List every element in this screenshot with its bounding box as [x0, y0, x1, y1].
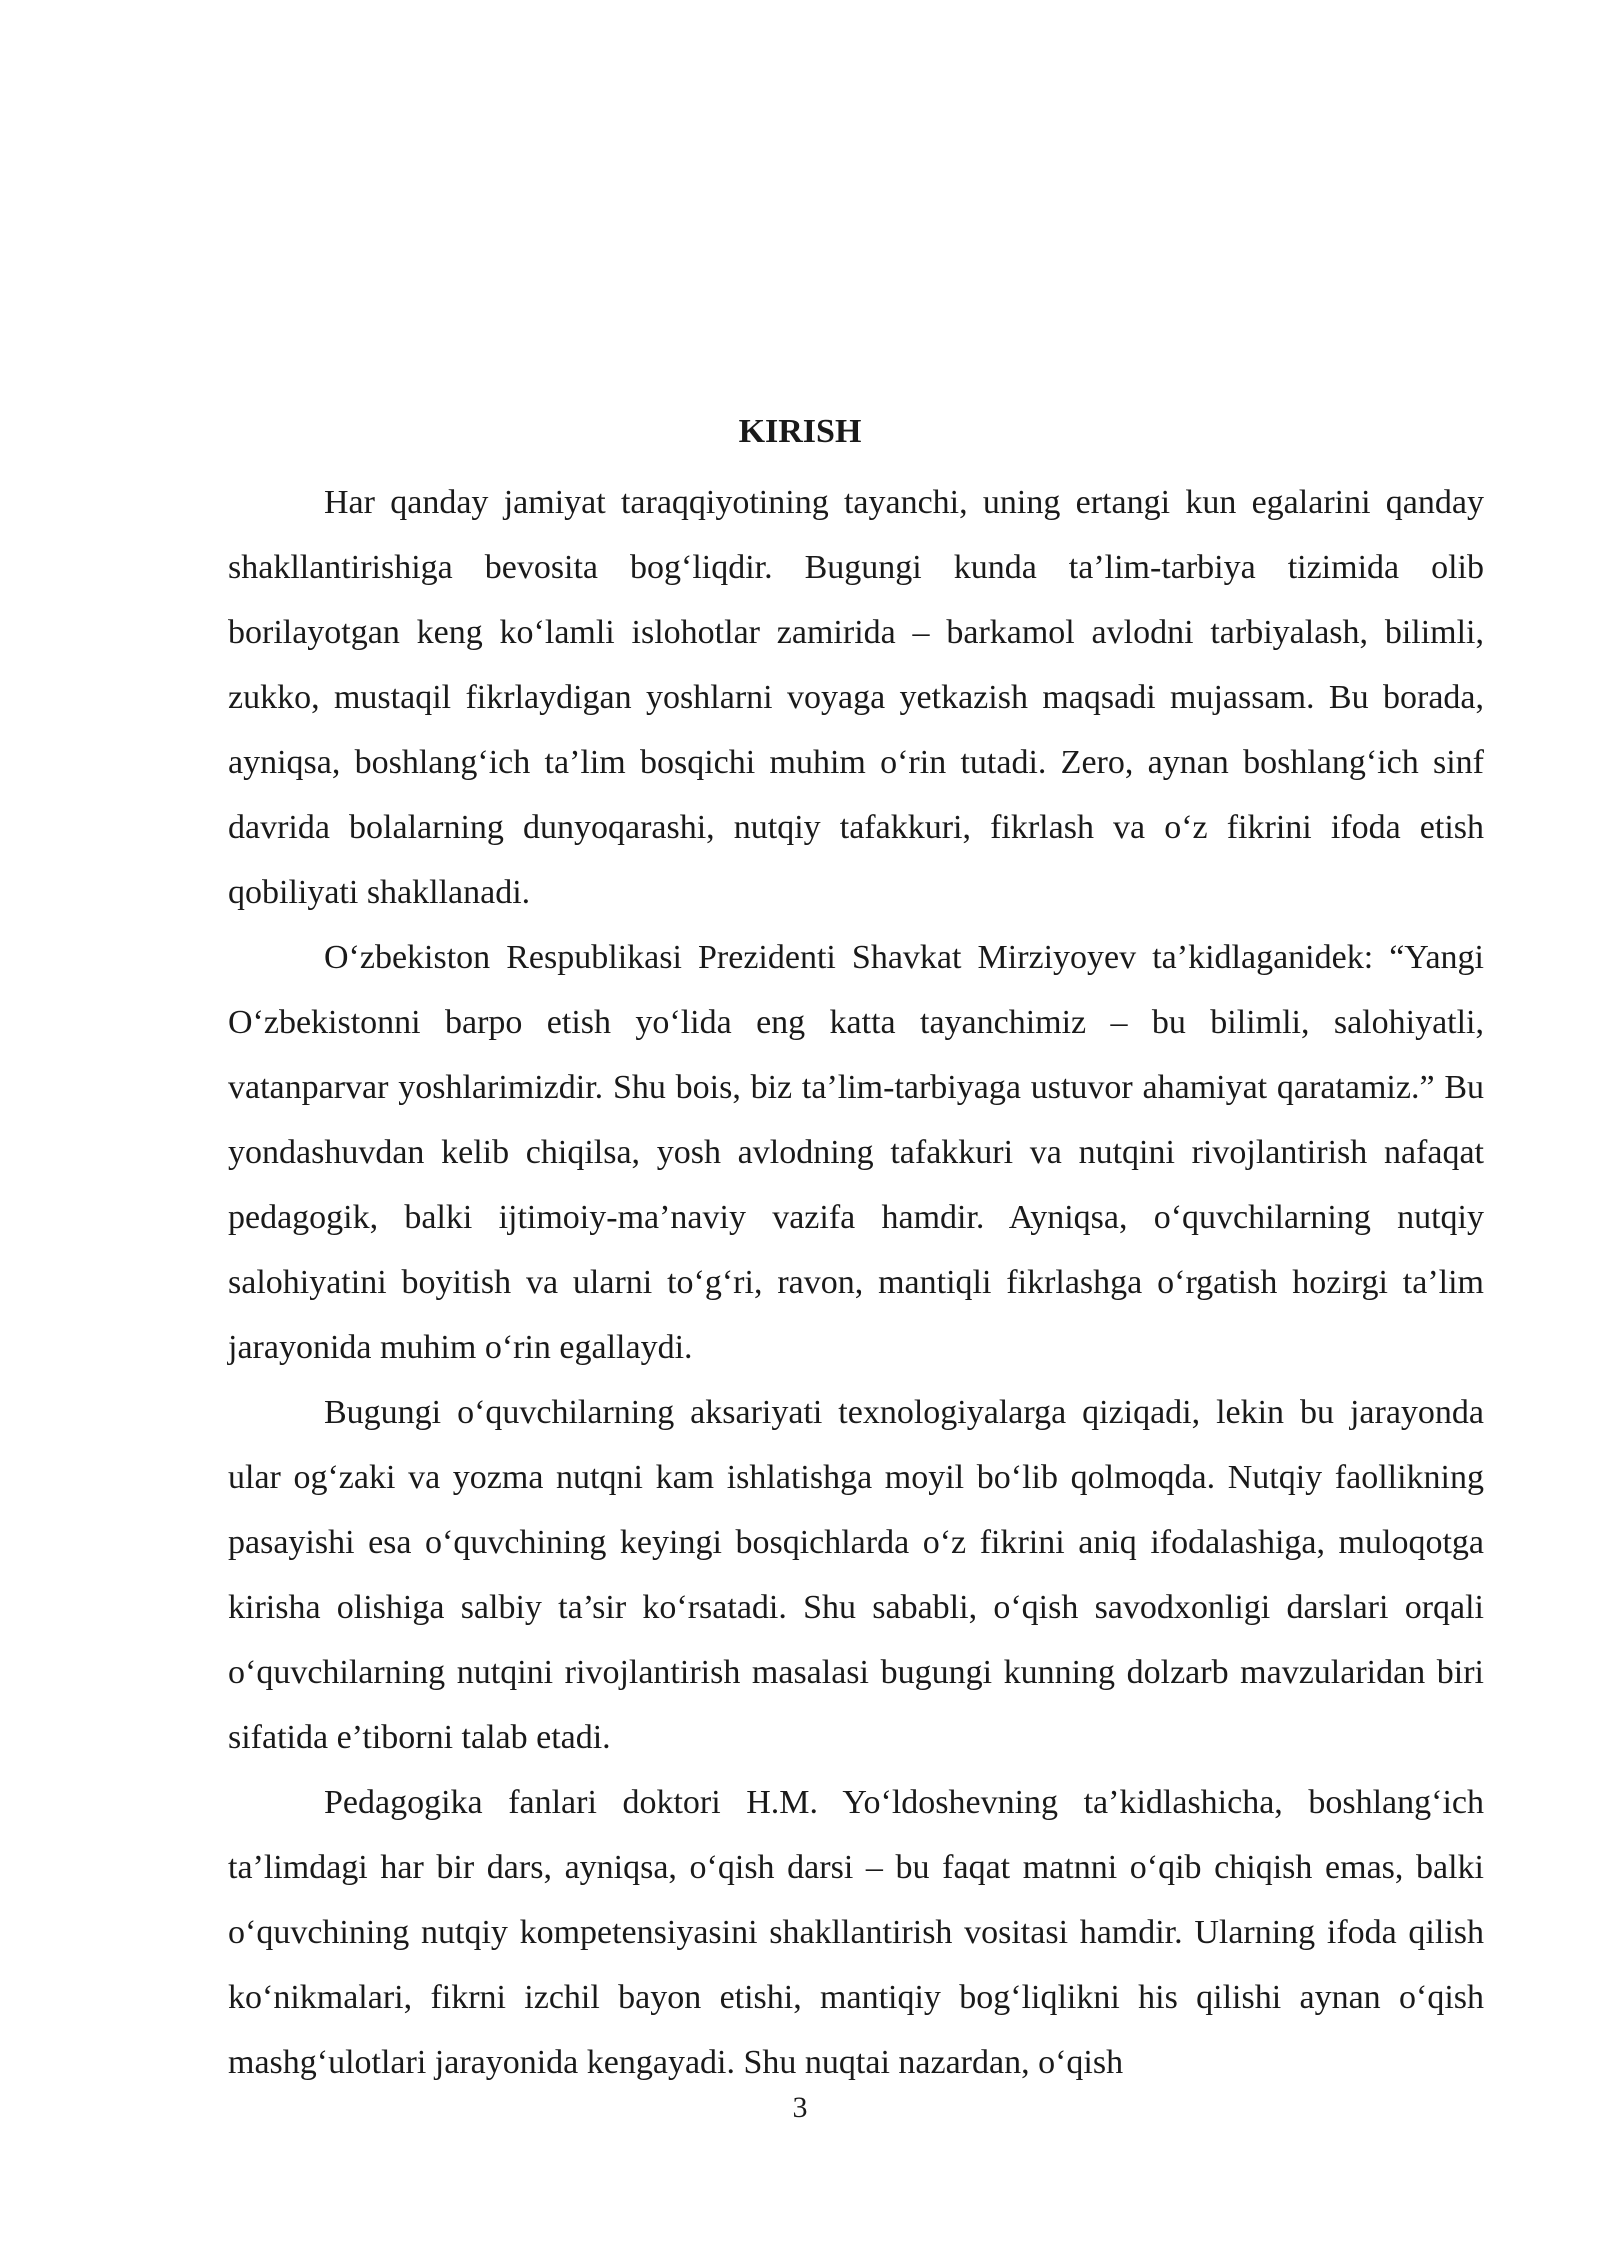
paragraph-2: O‘zbekiston Respublikasi Prezidenti Shavkat Mirziyoyev ta’kidlaganidek: “Yangi O‘zbekistonni barpo etish yo‘lida eng katta tayanchimiz – bu bilimli, salohiyatli, vatanparvar yoshlarimizdir. Shu bois, biz ta’lim-tarbiyaga ustuvor ahamiyat qaratamiz.” Bu yondashuvdan kelib chiqilsa, yosh avlodning tafakkuri va nutqini rivojlantirish nafaqat pedagogik, balki ijtimoiy-ma’naviy vazifa hamdir. Ayniqsa, o‘quvchilarning nutqiy salohiyatini boyitish va ularni to‘g‘ri, ravon, mantiqli fikrlashga o‘rgatish hozirgi ta’lim jarayonida muhim o‘rin egallaydi.: [228, 939, 1484, 1366]
page-number: 3: [792, 2091, 808, 2124]
page-title: KIRISH: [738, 413, 862, 450]
paragraph-3: Bugungi o‘quvchilarning aksariyati texnologiyalarga qiziqadi, lekin bu jarayonda ular og‘zaki va yozma nutqni kam ishlatishga moyil bo‘lib qolmoqda. Nutqiy faollikning pasayishi esa o‘quvchining keyingi bosqichlarda o‘z fikrini aniq ifodalashiga, muloqotga kirisha olishiga salbiy ta’sir ko‘rsatadi. Shu sababli, o‘qish savodxonligi darslari orqali o‘quvchilarning nutqini rivojlantirish masalasi bugungi kunning dolzarb mavzularidan biri sifatida e’tiborni talab etadi.: [228, 1394, 1484, 1756]
paragraph-1: Har qanday jamiyat taraqqiyotining tayanchi, uning ertangi kun egalarini qanday shakllantirishiga bevosita bog‘liqdir. Bugungi kunda ta’lim-tarbiya tizimida olib borilayotgan keng ko‘lamli islohotlar zamirida – barkamol avlodni tarbiyalash, bilimli, zukko, mustaqil fikrlaydigan yoshlarni voyaga yetkazish maqsadi mujassam. Bu borada, ayniqsa, boshlang‘ich ta’lim bosqichi muhim o‘rin tutadi. Zero, aynan boshlang‘ich sinf davrida bolalarning dunyoqarashi, nutqiy tafakkuri, fikrlash va o‘z fikrini ifoda etish qobiliyati shakllanadi.: [228, 484, 1484, 911]
paragraph-4: Pedagogika fanlari doktori H.M. Yo‘ldoshevning ta’kidlashicha, boshlang‘ich ta’limdagi har bir dars, ayniqsa, o‘qish darsi – bu faqat matnni o‘qib chiqish emas, balki o‘quvchining nutqiy kompetensiyasini shakllantirish vositasi hamdir. Ularning ifoda qilish ko‘nikmalari, fikrni izchil bayon etishi, mantiqiy bog‘liqlikni his qilishi aynan o‘qish mashg‘ulotlari jarayonida kengayadi. Shu nuqtai nazardan, o‘qish: [228, 1784, 1484, 2081]
body-text: [228, 470, 1484, 2095]
